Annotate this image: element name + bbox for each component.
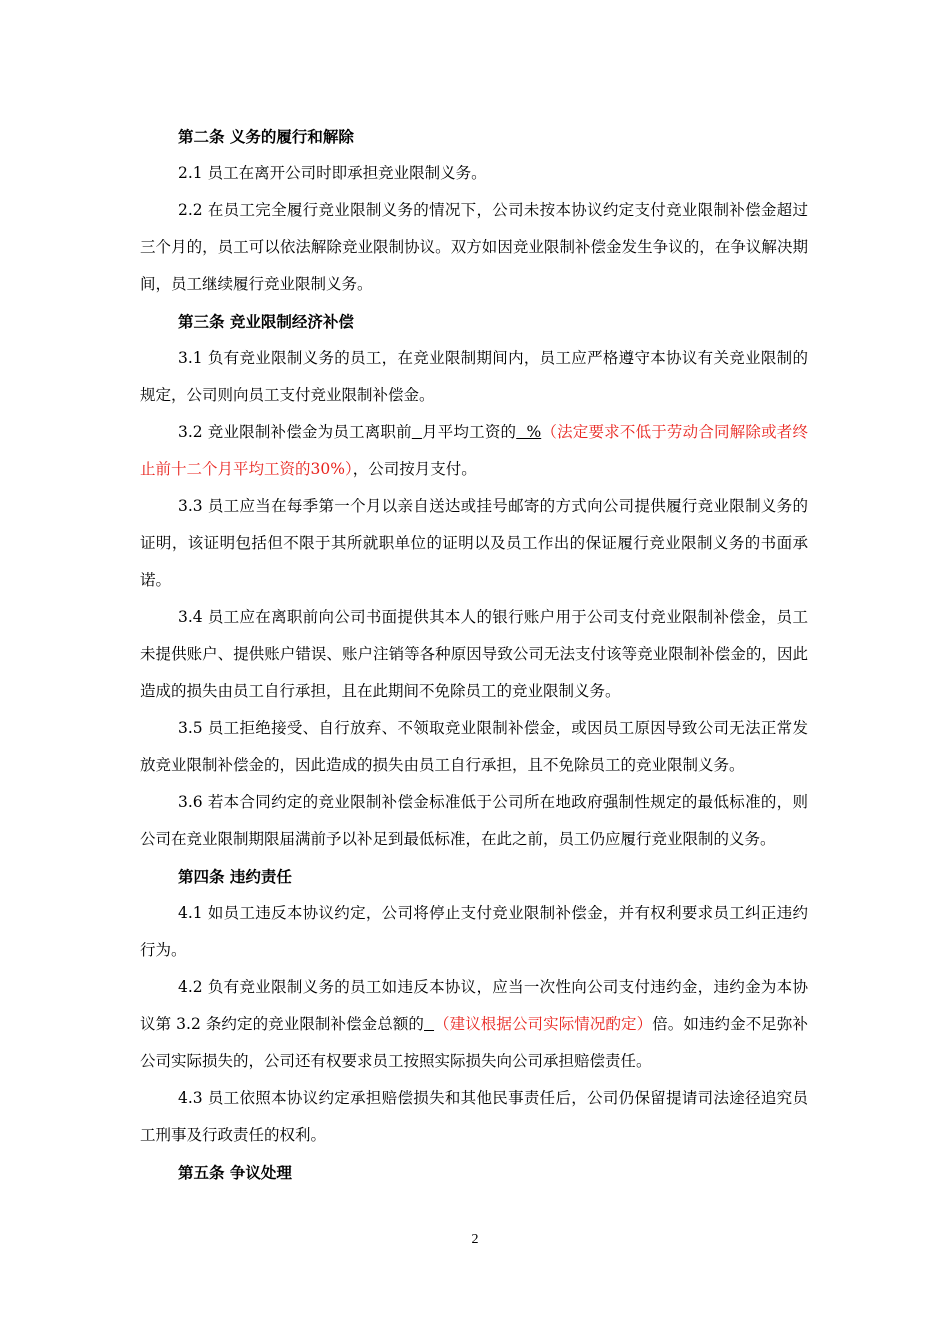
page-number: 2 bbox=[471, 1232, 479, 1247]
percent-blank: % bbox=[516, 423, 542, 441]
clause-3-1: 3.1 负有竞业限制义务的员工，在竞业限制期间内，员工应严格遵守本协议有关竞业限制的规定，公司则向员工支付竞业限制补偿金。 bbox=[140, 349, 808, 404]
clause-4-2-text-a: 4.2 负有竞业限制义务的员工如违反本协议，应当一次性向公司支付违约金，违约金为本协议第 3.2 条约定的竞业限制补偿金总额的 bbox=[140, 978, 808, 1033]
clause-3-2 bbox=[140, 414, 808, 488]
clause-3-4: 3.4 员工应在离职前向公司书面提供其本人的银行账户用于公司支付竞业限制补偿金，员工未提供账户、提供账户错误、账户注销等各种原因导致公司无法支付该等竞业限制补偿金的，因此造成的损失由员工自行承担，且在此期间不免除员工的竞业限制义务。 bbox=[140, 608, 808, 700]
clause-3-6: 3.6 若本合同约定的竞业限制补偿金标准低于公司所在地政府强制性规定的最低标准的，则公司在竞业限制期限届满前予以补足到最低标准，在此之前，员工仍应履行竞业限制的义务。 bbox=[140, 793, 808, 848]
clause-2-1: 2.1 员工在离开公司时即承担竞业限制义务。 bbox=[178, 164, 487, 182]
clause-4-2 bbox=[140, 969, 808, 1080]
multiplier-suggestion-note: （建议根据公司实际情况酌定） bbox=[434, 1015, 653, 1033]
multiplier-blank bbox=[424, 1015, 434, 1033]
clause-4-2-text-b: 倍。如违约金不足弥补公司实际损失的，公司还有权要求员工按照实际损失向公司承担赔偿责任。 bbox=[140, 1015, 808, 1070]
article-5-heading: 第五条 争议处理 bbox=[178, 1163, 292, 1182]
article-2-heading: 第二条 义务的履行和解除 bbox=[178, 127, 354, 146]
article-3-heading: 第三条 竞业限制经济补偿 bbox=[178, 312, 354, 331]
clause-3-2-text-a: 3.2 竞业限制补偿金为员工离职前 bbox=[178, 423, 412, 441]
clause-3-3: 3.3 员工应当在每季第一个月以亲自送达或挂号邮寄的方式向公司提供履行竞业限制义务的证明，该证明包括但不限于其所就职单位的证明以及员工作出的保证履行竞业限制义务的书面承诺。 bbox=[140, 497, 808, 589]
clause-3-2-text-c: ，公司按月支付。 bbox=[352, 460, 477, 478]
clause-3-2-text-b: 月平均工资的 bbox=[422, 423, 517, 441]
legal-requirement-note: （法定要求不低于劳动合同解除或者终止前十二个月平均工资的30%） bbox=[140, 423, 808, 478]
clause-3-5: 3.5 员工拒绝接受、自行放弃、不领取竞业限制补偿金，或因员工原因导致公司无法正常发放竞业限制补偿金的，因此造成的损失由员工自行承担，且不免除员工的竞业限制义务。 bbox=[140, 719, 808, 774]
clause-4-3: 4.3 员工依照本协议约定承担赔偿损失和其他民事责任后，公司仍保留提请司法途径追究员工刑事及行政责任的权利。 bbox=[140, 1089, 808, 1144]
months-blank bbox=[412, 423, 422, 441]
clause-2-2: 2.2 在员工完全履行竞业限制义务的情况下，公司未按本协议约定支付竞业限制补偿金超过三个月的，员工可以依法解除竞业限制协议。双方如因竞业限制补偿金发生争议的，在争议解决期间，员工继续履行竞业限制义务。 bbox=[140, 201, 808, 293]
document-body bbox=[140, 118, 808, 1191]
clause-4-1: 4.1 如员工违反本协议约定，公司将停止支付竞业限制补偿金，并有权利要求员工纠正违约行为。 bbox=[140, 904, 808, 959]
article-4-heading: 第四条 违约责任 bbox=[178, 867, 292, 886]
